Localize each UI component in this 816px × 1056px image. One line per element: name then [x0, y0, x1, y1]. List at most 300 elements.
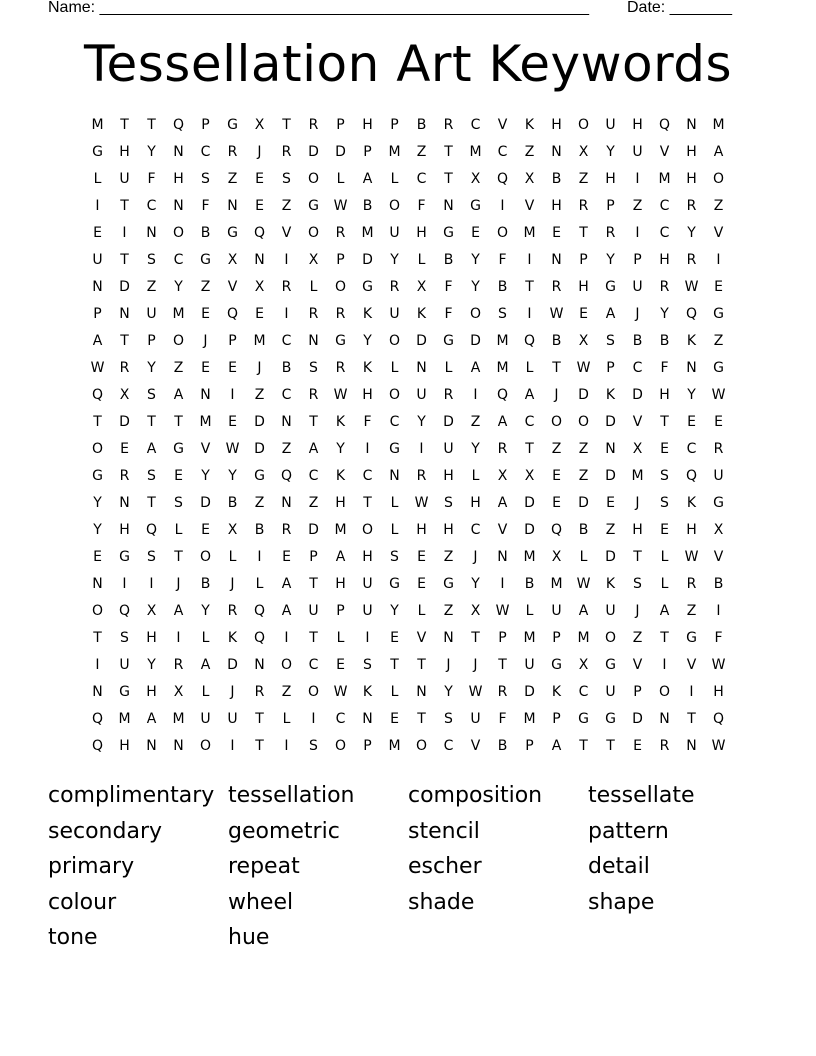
- grid-letter: Z: [578, 171, 589, 187]
- grid-letter: J: [203, 333, 208, 349]
- grid-letter: N: [362, 711, 373, 727]
- grid-letter: A: [200, 657, 211, 673]
- grid-row: [84, 679, 732, 706]
- grid-letter: U: [713, 468, 724, 484]
- grid-letter: B: [551, 171, 562, 187]
- grid-letter: U: [119, 657, 130, 673]
- grid-letter: O: [91, 441, 104, 457]
- grid-letter: D: [119, 279, 130, 295]
- grid-letter: K: [416, 306, 427, 322]
- grid-letter: Z: [443, 549, 454, 565]
- grid-letter: R: [713, 441, 724, 457]
- grid-letter: Q: [523, 333, 536, 349]
- grid-letter: K: [362, 306, 373, 322]
- grid-letter: I: [95, 657, 100, 673]
- grid-letter: L: [390, 495, 399, 511]
- grid-letter: J: [257, 360, 262, 376]
- grid-letter: D: [335, 144, 346, 160]
- grid-letter: G: [119, 549, 130, 565]
- grid-letter: X: [254, 117, 265, 133]
- grid-letter: H: [659, 252, 670, 268]
- grid-letter: X: [551, 549, 562, 565]
- grid-letter: I: [716, 252, 721, 268]
- grid-letter: C: [470, 522, 481, 538]
- grid-letter: T: [687, 711, 696, 727]
- grid-letter: T: [444, 144, 453, 160]
- grid-letter: T: [120, 333, 129, 349]
- grid-letter: G: [119, 684, 130, 700]
- grid-letter: Q: [712, 711, 725, 727]
- grid-letter: K: [362, 360, 373, 376]
- grid-letter: R: [227, 144, 238, 160]
- grid-letter: C: [335, 711, 346, 727]
- grid-letter: A: [281, 576, 292, 592]
- grid-letter: X: [524, 171, 535, 187]
- grid-letter: M: [496, 333, 509, 349]
- grid-letter: I: [500, 198, 505, 214]
- grid-letter: O: [334, 738, 347, 754]
- grid-letter: C: [578, 684, 589, 700]
- grid-letter: S: [363, 657, 372, 673]
- grid-letter: M: [496, 360, 509, 376]
- grid-letter: X: [632, 441, 643, 457]
- grid-letter: F: [444, 279, 453, 295]
- grid-letter: S: [147, 549, 156, 565]
- grid-letter: I: [122, 225, 127, 241]
- grid-letter: R: [551, 279, 562, 295]
- grid-row: [84, 301, 732, 328]
- grid-letter: G: [470, 198, 481, 214]
- grid-row: [84, 652, 732, 679]
- grid-letter: Q: [496, 387, 509, 403]
- grid-letter: T: [660, 414, 669, 430]
- grid-letter: L: [417, 603, 426, 619]
- grid-letter: D: [254, 414, 265, 430]
- grid-letter: U: [389, 225, 400, 241]
- grid-letter: O: [469, 306, 482, 322]
- grid-letter: E: [120, 441, 129, 457]
- grid-letter: W: [333, 387, 348, 403]
- grid-letter: Z: [443, 603, 454, 619]
- grid-letter: E: [552, 225, 561, 241]
- grid-letter: M: [469, 144, 482, 160]
- grid-letter: N: [605, 441, 616, 457]
- grid-letter: T: [255, 711, 264, 727]
- grid-letter: G: [92, 468, 103, 484]
- word-list-item: complimentary: [48, 783, 215, 808]
- grid-letter: R: [335, 360, 346, 376]
- grid-letter: K: [605, 387, 616, 403]
- grid-letter: Z: [254, 387, 265, 403]
- grid-letter: Q: [145, 522, 158, 538]
- word-list-item: detail: [588, 854, 650, 880]
- grid-letter: P: [336, 252, 345, 268]
- grid-letter: P: [606, 360, 615, 376]
- grid-letter: L: [390, 360, 399, 376]
- grid-letter: B: [659, 333, 670, 349]
- grid-letter: S: [120, 630, 129, 646]
- grid-letter: F: [498, 252, 507, 268]
- grid-letter: T: [93, 630, 102, 646]
- grid-letter: I: [365, 441, 370, 457]
- grid-letter: R: [659, 738, 670, 754]
- grid-letter: R: [173, 657, 184, 673]
- grid-letter: O: [91, 603, 104, 619]
- grid-letter: I: [527, 252, 532, 268]
- grid-letter: F: [660, 360, 669, 376]
- grid-letter: X: [578, 333, 589, 349]
- grid-letter: X: [470, 603, 481, 619]
- grid-letter: O: [172, 225, 185, 241]
- grid-letter: U: [551, 603, 562, 619]
- grid-letter: P: [309, 549, 318, 565]
- grid-letter: L: [579, 549, 588, 565]
- grid-letter: Q: [685, 306, 698, 322]
- grid-letter: N: [173, 144, 184, 160]
- grid-letter: A: [173, 387, 184, 403]
- grid-letter: Q: [91, 387, 104, 403]
- grid-letter: Z: [578, 468, 589, 484]
- grid-letter: B: [254, 522, 265, 538]
- grid-letter: E: [552, 468, 561, 484]
- grid-letter: U: [362, 576, 373, 592]
- grid-letter: C: [200, 144, 211, 160]
- grid-letter: N: [686, 117, 697, 133]
- grid-letter: Q: [118, 603, 131, 619]
- grid-letter: P: [498, 630, 507, 646]
- grid-letter: Q: [658, 117, 671, 133]
- grid-row: [84, 274, 732, 301]
- grid-letter: N: [146, 738, 157, 754]
- grid-letter: Z: [713, 333, 724, 349]
- grid-letter: D: [632, 711, 643, 727]
- grid-letter: N: [308, 333, 319, 349]
- grid-letter: V: [281, 225, 292, 241]
- grid-letter: H: [416, 522, 427, 538]
- grid-letter: O: [388, 198, 401, 214]
- grid-letter: T: [93, 414, 102, 430]
- grid-row: [84, 706, 732, 733]
- grid-letter: P: [579, 252, 588, 268]
- grid-letter: O: [577, 414, 590, 430]
- grid-letter: X: [416, 279, 427, 295]
- grid-letter: E: [417, 576, 426, 592]
- grid-letter: M: [388, 144, 401, 160]
- grid-row: [84, 382, 732, 409]
- grid-letter: I: [689, 684, 694, 700]
- grid-letter: O: [550, 414, 563, 430]
- grid-letter: O: [361, 522, 374, 538]
- grid-letter: H: [416, 225, 427, 241]
- grid-letter: Y: [201, 603, 210, 619]
- word-list-item: tone: [48, 925, 98, 951]
- grid-letter: T: [282, 117, 291, 133]
- grid-letter: U: [227, 711, 238, 727]
- grid-letter: L: [444, 360, 453, 376]
- grid-letter: A: [578, 603, 589, 619]
- grid-letter: C: [632, 360, 643, 376]
- grid-letter: D: [416, 333, 427, 349]
- grid-letter: L: [309, 279, 318, 295]
- grid-letter: P: [552, 630, 561, 646]
- grid-letter: R: [335, 225, 346, 241]
- grid-letter: W: [711, 657, 726, 673]
- grid-row: [84, 409, 732, 436]
- grid-letter: O: [388, 333, 401, 349]
- grid-letter: O: [307, 684, 320, 700]
- grid-letter: R: [308, 387, 319, 403]
- grid-letter: M: [172, 711, 185, 727]
- grid-letter: H: [443, 468, 454, 484]
- grid-letter: L: [471, 468, 480, 484]
- letter-grid: [84, 112, 732, 760]
- grid-letter: N: [119, 306, 130, 322]
- grid-letter: Y: [147, 360, 156, 376]
- grid-letter: W: [90, 360, 105, 376]
- grid-letter: I: [122, 576, 127, 592]
- grid-letter: Z: [605, 522, 616, 538]
- grid-letter: I: [176, 630, 181, 646]
- grid-letter: I: [284, 306, 289, 322]
- grid-letter: R: [686, 576, 697, 592]
- grid-letter: N: [686, 738, 697, 754]
- grid-letter: Q: [253, 225, 266, 241]
- grid-letter: V: [497, 522, 508, 538]
- grid-letter: N: [254, 252, 265, 268]
- grid-letter: L: [255, 576, 264, 592]
- grid-letter: M: [91, 117, 104, 133]
- grid-letter: V: [524, 198, 535, 214]
- grid-letter: Y: [228, 468, 237, 484]
- grid-letter: G: [605, 711, 616, 727]
- grid-letter: L: [336, 630, 345, 646]
- grid-letter: C: [524, 414, 535, 430]
- grid-letter: S: [201, 171, 210, 187]
- grid-letter: H: [443, 522, 454, 538]
- grid-letter: K: [524, 117, 535, 133]
- grid-letter: T: [120, 198, 129, 214]
- grid-letter: G: [578, 711, 589, 727]
- grid-letter: L: [390, 522, 399, 538]
- grid-letter: D: [578, 495, 589, 511]
- grid-letter: E: [660, 522, 669, 538]
- grid-letter: E: [471, 225, 480, 241]
- grid-letter: Y: [687, 225, 696, 241]
- grid-letter: L: [201, 630, 210, 646]
- grid-letter: S: [633, 576, 642, 592]
- word-list-item: primary: [48, 854, 135, 880]
- grid-letter: S: [444, 495, 453, 511]
- grid-letter: E: [390, 711, 399, 727]
- grid-letter: T: [606, 738, 615, 754]
- grid-letter: N: [92, 279, 103, 295]
- grid-letter: M: [523, 549, 536, 565]
- grid-letter: L: [660, 549, 669, 565]
- grid-letter: M: [388, 738, 401, 754]
- grid-letter: X: [713, 522, 724, 538]
- grid-letter: P: [390, 117, 399, 133]
- date-field-label: Date: _______: [627, 0, 732, 16]
- grid-letter: U: [389, 306, 400, 322]
- header-line: [48, 0, 748, 18]
- grid-letter: R: [686, 198, 697, 214]
- grid-letter: N: [92, 576, 103, 592]
- grid-letter: O: [307, 171, 320, 187]
- grid-letter: U: [200, 711, 211, 727]
- grid-letter: X: [578, 657, 589, 673]
- grid-letter: X: [227, 252, 238, 268]
- grid-letter: S: [390, 549, 399, 565]
- grid-letter: B: [497, 738, 508, 754]
- grid-letter: E: [633, 738, 642, 754]
- grid-letter: E: [660, 441, 669, 457]
- grid-letter: N: [254, 657, 265, 673]
- grid-letter: D: [362, 252, 373, 268]
- grid-letter: E: [255, 198, 264, 214]
- grid-letter: H: [362, 549, 373, 565]
- grid-letter: Y: [606, 252, 615, 268]
- grid-letter: B: [200, 225, 211, 241]
- grid-letter: W: [468, 684, 483, 700]
- grid-letter: H: [659, 387, 670, 403]
- grid-row: [84, 139, 732, 166]
- grid-letter: L: [660, 576, 669, 592]
- grid-letter: O: [388, 387, 401, 403]
- grid-letter: T: [147, 495, 156, 511]
- grid-letter: S: [174, 495, 183, 511]
- grid-letter: R: [497, 684, 508, 700]
- grid-letter: A: [362, 171, 373, 187]
- grid-row: [84, 220, 732, 247]
- grid-letter: Z: [281, 441, 292, 457]
- grid-letter: U: [308, 603, 319, 619]
- grid-letter: J: [635, 306, 640, 322]
- grid-letter: F: [444, 306, 453, 322]
- grid-letter: B: [551, 333, 562, 349]
- grid-letter: U: [524, 657, 535, 673]
- grid-letter: P: [336, 117, 345, 133]
- grid-letter: D: [524, 684, 535, 700]
- grid-letter: H: [146, 630, 157, 646]
- grid-letter: I: [527, 306, 532, 322]
- grid-letter: G: [308, 198, 319, 214]
- grid-letter: C: [281, 333, 292, 349]
- grid-letter: G: [443, 225, 454, 241]
- grid-letter: M: [577, 630, 590, 646]
- grid-letter: M: [712, 117, 725, 133]
- grid-letter: I: [95, 198, 100, 214]
- grid-letter: E: [228, 360, 237, 376]
- grid-letter: U: [605, 603, 616, 619]
- grid-letter: V: [200, 441, 211, 457]
- grid-letter: L: [336, 171, 345, 187]
- grid-letter: R: [281, 522, 292, 538]
- grid-letter: W: [684, 279, 699, 295]
- grid-letter: E: [417, 549, 426, 565]
- grid-letter: Q: [226, 306, 239, 322]
- grid-letter: V: [470, 738, 481, 754]
- grid-letter: T: [363, 495, 372, 511]
- grid-letter: H: [686, 144, 697, 160]
- grid-letter: H: [713, 684, 724, 700]
- grid-letter: O: [604, 630, 617, 646]
- grid-letter: M: [361, 225, 374, 241]
- grid-letter: S: [660, 495, 669, 511]
- grid-letter: Z: [281, 198, 292, 214]
- grid-letter: T: [255, 738, 264, 754]
- grid-letter: B: [200, 576, 211, 592]
- grid-letter: L: [201, 684, 210, 700]
- grid-letter: S: [606, 333, 615, 349]
- grid-letter: B: [578, 522, 589, 538]
- grid-letter: H: [686, 522, 697, 538]
- grid-row: [84, 598, 732, 625]
- grid-letter: H: [578, 279, 589, 295]
- word-list-item: escher: [408, 854, 482, 880]
- grid-letter: R: [281, 279, 292, 295]
- grid-letter: G: [92, 144, 103, 160]
- grid-letter: N: [443, 630, 454, 646]
- grid-letter: E: [714, 414, 723, 430]
- grid-letter: J: [446, 657, 451, 673]
- grid-letter: M: [523, 225, 536, 241]
- grid-letter: V: [686, 657, 697, 673]
- grid-letter: G: [335, 333, 346, 349]
- grid-letter: P: [201, 117, 210, 133]
- word-list-item: shade: [408, 889, 475, 915]
- grid-letter: K: [551, 684, 562, 700]
- grid-letter: K: [686, 333, 697, 349]
- grid-letter: X: [227, 522, 238, 538]
- grid-letter: R: [443, 117, 454, 133]
- grid-letter: C: [659, 225, 670, 241]
- word-list-item: secondary: [48, 818, 163, 844]
- grid-letter: S: [147, 252, 156, 268]
- grid-letter: T: [498, 657, 507, 673]
- grid-letter: L: [93, 171, 102, 187]
- grid-letter: Z: [254, 495, 265, 511]
- grid-letter: Z: [713, 198, 724, 214]
- grid-row: [84, 193, 732, 220]
- word-list-item: geometric: [228, 818, 340, 844]
- grid-letter: E: [255, 171, 264, 187]
- grid-letter: I: [311, 711, 316, 727]
- grid-letter: M: [253, 333, 266, 349]
- grid-letter: B: [632, 333, 643, 349]
- grid-letter: G: [713, 306, 724, 322]
- grid-letter: S: [282, 171, 291, 187]
- grid-letter: A: [659, 603, 670, 619]
- grid-letter: Q: [91, 711, 104, 727]
- grid-letter: B: [713, 576, 724, 592]
- grid-letter: P: [147, 333, 156, 349]
- grid-letter: R: [308, 117, 319, 133]
- grid-letter: Q: [496, 171, 509, 187]
- grid-letter: P: [363, 738, 372, 754]
- grid-letter: Y: [363, 333, 372, 349]
- grid-letter: X: [173, 684, 184, 700]
- grid-letter: G: [686, 630, 697, 646]
- grid-letter: T: [660, 630, 669, 646]
- grid-letter: F: [147, 171, 156, 187]
- grid-letter: J: [635, 495, 640, 511]
- grid-letter: C: [173, 252, 184, 268]
- grid-letter: F: [417, 198, 426, 214]
- grid-letter: E: [687, 414, 696, 430]
- grid-letter: I: [473, 387, 478, 403]
- grid-letter: T: [444, 171, 453, 187]
- grid-letter: C: [659, 198, 670, 214]
